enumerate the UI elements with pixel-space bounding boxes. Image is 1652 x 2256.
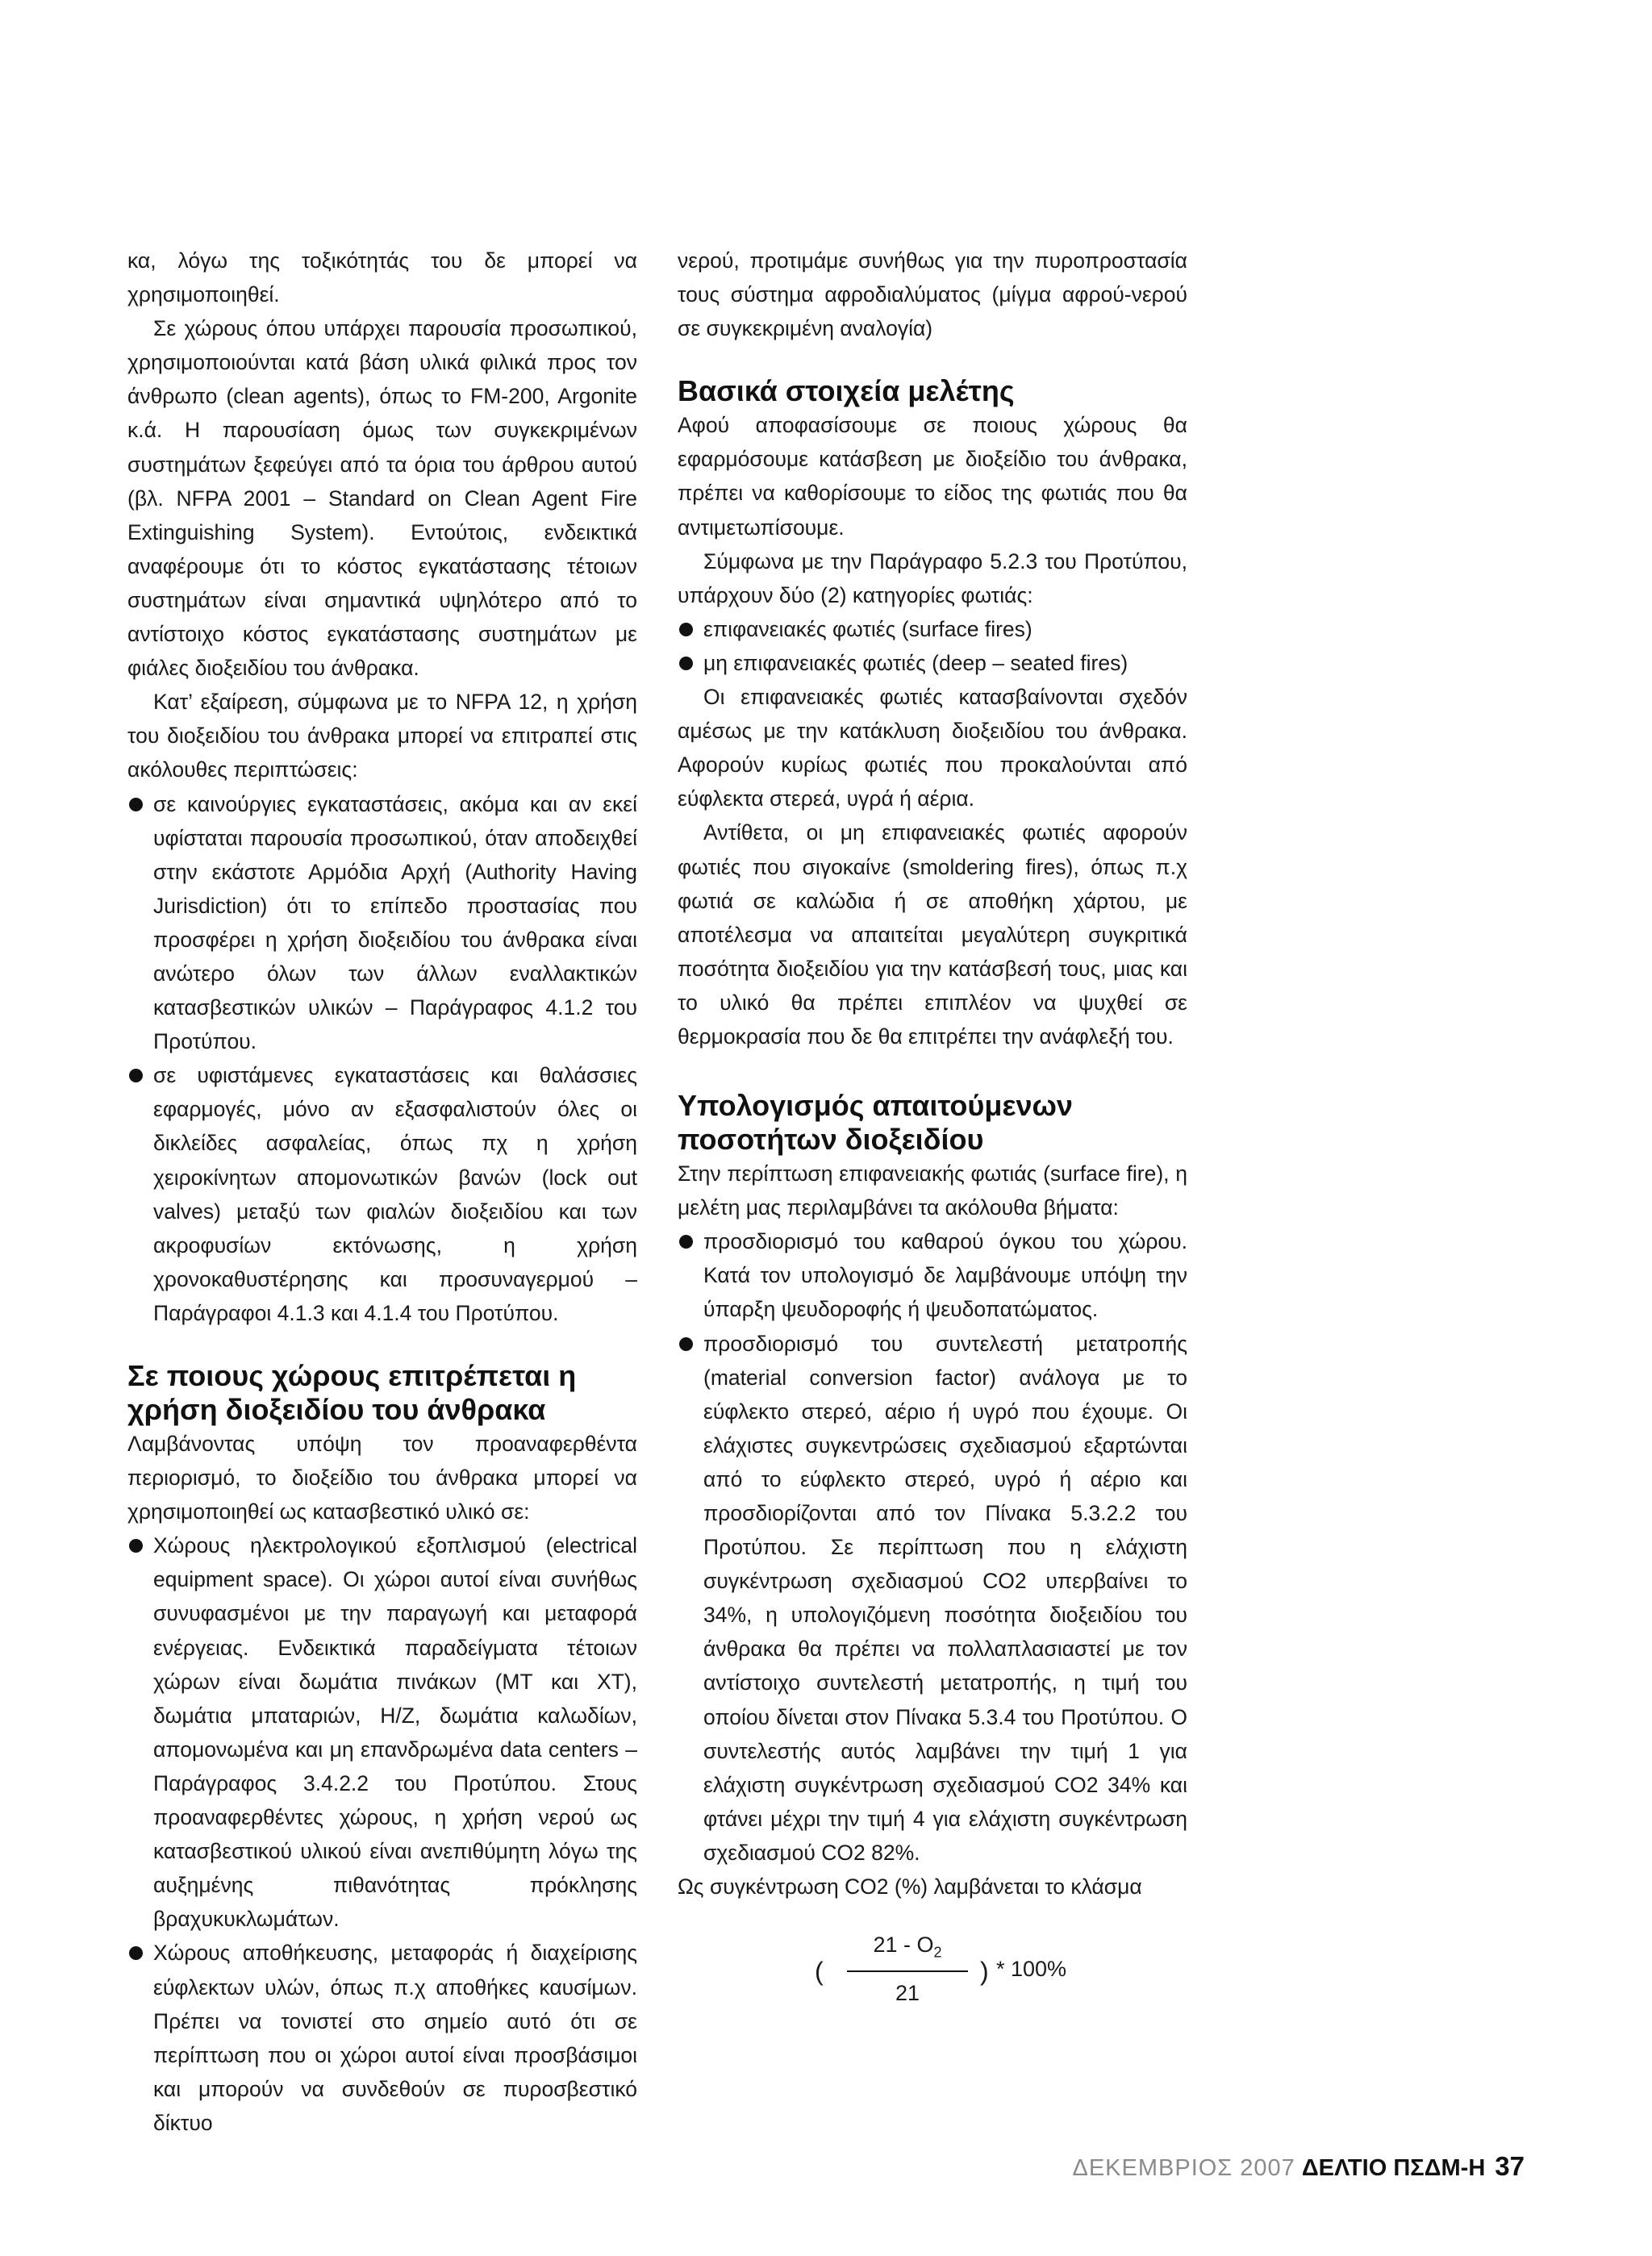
paragraph: Ως συγκέντρωση CO2 (%) λαμβάνεται το κλάσμα xyxy=(678,1874,1142,1899)
bullet-icon xyxy=(679,1337,693,1351)
paragraph: Σύμφωνα με την Παράγραφο 5.2.3 του Προτύπου, υπάρχουν δύο (2) κατηγορίες φωτιάς: xyxy=(678,548,1187,607)
list-item xyxy=(678,612,1187,646)
paragraph: Σε χώρους όπου υπάρχει παρουσία προσωπικού, χρησιμοποιούνται κατά βάση υλικά φιλικά προς τον άνθρωπο (clean agents), όπως το FM-200, Argonite κ.ά. Η παρουσίαση όμως των συγκεκριμένων συστημάτων ξεφεύγει από τα όρια του άρθρου αυτού (βλ. NFPA 2001 – Standard on Clean Agent Fire Extinguishing System). Εντούτοις, ενδεικτικά αναφέρουμε ότι το κόστος εγκατάστασης τέτοιων συστημάτων είναι σημαντικά υψηλότερο από το αντίστοιχο κόστος εγκατάστασης συστημάτων με φιάλες διοξειδίου του άνθρακα. xyxy=(127,316,637,681)
list-item xyxy=(127,787,637,1059)
paragraph: Οι επιφανειακές φωτιές κατασβαίνονται σχεδόν αμέσως με την κατάκλυση διοξειδίου του άνθρακα. Αφορούν κυρίως φωτιές που προκαλούνται από εύφλεκτα στερεά, υγρά ή αέρια. xyxy=(678,685,1187,811)
list-item xyxy=(678,1327,1187,1870)
paragraph: Κατ’ εξαίρεση, σύμφωνα με το NFPA 12, η χρήση του διοξειδίου του άνθρακα μπορεί να επιτραπεί στις ακόλουθες περιπτώσεις: xyxy=(127,690,637,782)
list-item-text: επιφανειακές φωτιές (surface fires) xyxy=(703,616,1032,641)
section-heading: Βασικά στοιχεία μελέτης xyxy=(678,374,1015,408)
bullet-icon xyxy=(129,1069,143,1082)
list-item-text: σε υφιστάμενες εγκαταστάσεις και θαλάσσιες εφαρμογές, μόνο αν εξασφαλιστούν όλες οι δικλείδες ασφαλείας, όπως πχ η χρήση χειροκίνητων απομονωτικών βανών (lock out valves) μεταξύ των φιαλών διοξειδίου και των ακροφυσίων εκτόνωσης, η χρήση χρονοκαθυστέρησης και προσυναγερμού – Παράγραφοι 4.1.3 και 4.1.4 του Προτύπου. xyxy=(153,1063,637,1325)
list-item xyxy=(127,1936,637,2140)
paragraph: Στην περίπτωση επιφανειακής φωτιάς (surface fire), η μελέτη μας περιλαμβάνει τα ακόλουθα βήματα: xyxy=(678,1161,1187,1220)
list-item xyxy=(678,646,1187,680)
bullet-icon xyxy=(679,657,693,670)
bullet-icon xyxy=(129,1946,143,1960)
list-item-text: μη επιφανειακές φωτιές (deep – seated fires) xyxy=(703,650,1128,675)
fraction-bar xyxy=(847,1970,968,1972)
concentration-formula xyxy=(815,1933,1105,2029)
formula-numerator-main: 21 - O xyxy=(873,1933,934,1958)
list-item-text: Χώρους αποθήκευσης, μεταφοράς ή διαχείρισης εύφλεκτων υλών, όπως π.χ αποθήκες καυσίμων. Πρέπει να τονιστεί στο σημείο αυτό ότι σε περίπτωση που οι χώροι αυτοί είναι προσβάσιμοι και μπορούν να συνδεθούν σε πυροσβεστικό δίκτυο xyxy=(153,1941,637,2135)
publication-name: ΔΕΛΤΙΟ ΠΣΔΜ-Η xyxy=(1301,2155,1486,2181)
list-item xyxy=(127,1058,637,1330)
formula-numerator xyxy=(847,1933,968,1961)
spacer xyxy=(678,1053,1187,1089)
formula-numerator-sub: 2 xyxy=(933,1944,942,1961)
bullet-icon xyxy=(129,798,143,811)
list-item xyxy=(678,1224,1187,1326)
list-item-text: προσδιορισμό του συντελεστή μετατροπής (material conversion factor) ανάλογα με το εύφλεκτο στερεό, αέριο ή υγρό που έχουμε. Οι ελάχιστες συγκεντρώσεις σχεδιασμού εξαρτώνται από το εύφλεκτο στερεό, υγρό ή αέριο και προσδιορίζονται από τον Πίνακα 5.3.2.2 του Προτύπου. Σε περίπτωση που η ελάχιστη συγκέντρωση σχεδιασμού CO2 υπερβαίνει το 34%, η υπολογιζόμενη ποσότητα διοξειδίου του άνθρακα θα πρέπει να πολλαπλασιαστεί με τον αντίστοιχο συντελεστή μετατροπής, η τιμή του οποίου δίνεται στον Πίνακα 5.3.4 του Προτύπου. Ο συντελεστής αυτός λαμβάνει την τιμή 1 για ελάχιστη συγκέντρωση σχεδιασμού CO2 34% και φτάνει μέχρι την τιμή 4 για ελάχιστη συγκέντρωση σχεδιασμού CO2 82%. xyxy=(703,1331,1187,1865)
list-item-text: προσδιορισμό του καθαρού όγκου του χώρου. Κατά τον υπολογισμό δε λαμβάνουμε υπόψη την ύπαρξη ψευδοροφής ή ψευδοπατώματος. xyxy=(703,1229,1187,1322)
list-item xyxy=(127,1528,637,1936)
list-item-text: Χώρους ηλεκτρολογικού εξοπλισμού (electrical equipment space). Οι χώροι αυτοί είναι συνήθως συνυφασμένοι με την παραγωγή και μεταφορά ενέργειας. Ενδεικτικά παραδείγματα τέτοιων χώρων είναι δωμάτια πινάκων (ΜΤ και ΧΤ), δωμάτια μπαταριών, Η/Ζ, δωμάτια καλωδίων, απομονωμένα και μη επανδρωμένα data centers – Παράγραφος 3.4.2.2 του Προτύπου. Στους προαναφερθέντες χώρους, η χρήση νερού ως κατασβεστικού υλικού είναι ανεπιθύμητη λόγω της αυξημένης πιθανότητας πρόκλησης βραχυκυκλωμάτων. xyxy=(153,1533,637,1932)
bullet-icon xyxy=(679,623,693,636)
paragraph: Αντίθετα, οι μη επιφανειακές φωτιές αφορούν φωτιές που σιγοκαίνε (smoldering fires), όπως π.χ φωτιά σε καλώδια ή σε αποθήκη χάρτου, με αποτέλεσμα να απαιτείται μεγαλύτερη συγκριτικά ποσότητα διοξειδίου για την κατάσβεσή τους, μιας και το υλικό θα πρέπει επιπλέον να ψυχθεί σε θερμοκρασία που δε θα επιτρέπει την ανάφλεξή του. xyxy=(678,820,1187,1049)
formula-multiplier: * 100% xyxy=(996,1957,1067,1982)
paragraph: κα, λόγω της τοξικότητάς του δε μπορεί να χρησιμοποιηθεί. xyxy=(127,248,637,307)
paragraph: νερού, προτιμάμε συνήθως για την πυροπροστασία τους σύστημα αφροδιαλύματος (μίγμα αφρού-νερού σε συγκεκριμένη αναλογία) xyxy=(678,248,1187,341)
left-column xyxy=(127,244,637,2140)
page-footer xyxy=(1072,2152,1525,2183)
issue-date: ΔΕΚΕΜΒΡΙΟΣ 2007 xyxy=(1072,2155,1295,2181)
page-number: 37 xyxy=(1495,2151,1525,2181)
formula-denominator: 21 xyxy=(895,1981,920,2006)
paragraph: Λαμβάνοντας υπόψη τον προαναφερθέντα περιορισμό, το διοξείδιο του άνθρακα μπορεί να χρησιμοποιηθεί ως κατασβεστικό υλικό σε: xyxy=(127,1432,637,1524)
bullet-icon xyxy=(129,1539,143,1553)
paragraph: Αφού αποφασίσουμε σε ποιους χώρους θα εφαρμόσουμε κατάσβεση με διοξείδιο του άνθρακα, πρέπει να καθορίσουμε το είδος της φωτιάς που θα αντιμετωπίσουμε. xyxy=(678,413,1187,540)
right-column xyxy=(678,244,1187,2029)
spacer xyxy=(127,1330,637,1359)
list-item-text: σε καινούργιες εγκαταστάσεις, ακόμα και αν εκεί υφίσταται παρουσία προσωπικού, όταν αποδειχθεί στην εκάστοτε Αρμόδια Αρχή (Authority Having Jurisdiction) ότι το επίπεδο προστασίας που προσφέρει η χρήση διοξειδίου του άνθρακα είναι ανώτερο όλων των άλλων εναλλακτικών κατασβεστικών υλικών – Παράγραφος 4.1.2 του Προτύπου. xyxy=(153,791,637,1054)
formula-close-paren: ) xyxy=(980,1957,989,1987)
section-heading: Υπολογισμός απαιτούμενων ποσοτήτων διοξειδίου xyxy=(678,1089,1073,1157)
formula-open-paren: ( xyxy=(815,1957,824,1987)
spacer xyxy=(678,345,1187,374)
bullet-icon xyxy=(679,1235,693,1249)
section-heading: Σε ποιους χώρους επιτρέπεται η χρήση διοξειδίου του άνθρακα xyxy=(127,1359,577,1426)
